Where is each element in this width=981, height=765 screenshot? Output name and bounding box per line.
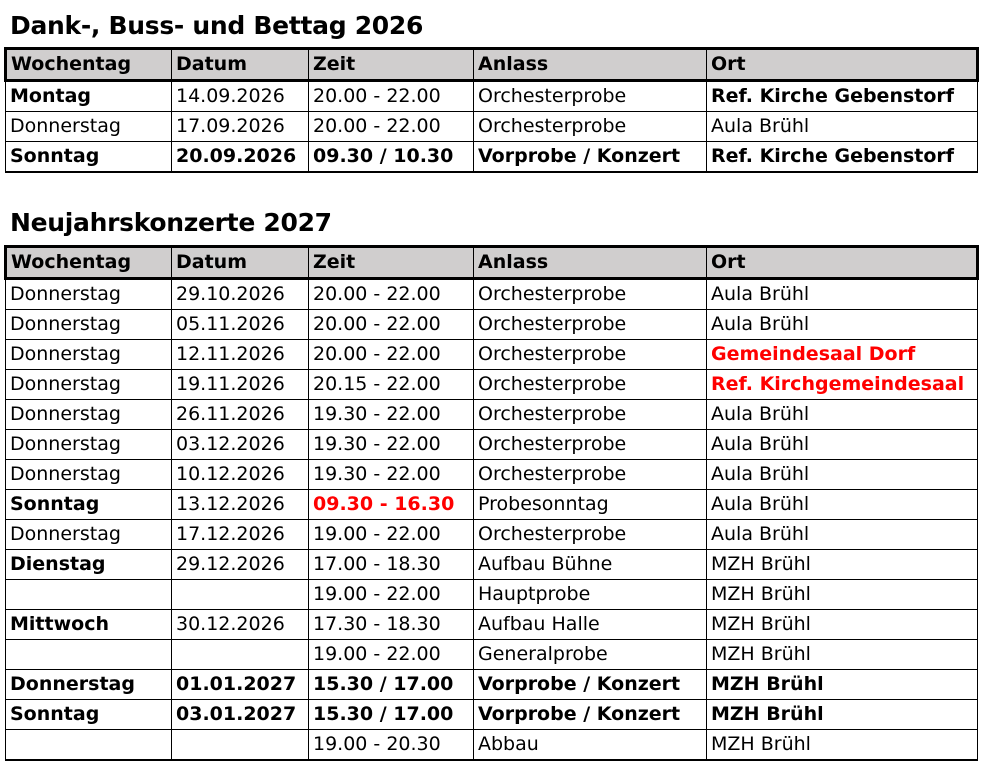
cell-wochentag: Dienstag xyxy=(6,550,172,580)
cell-wochentag: Sonntag xyxy=(6,142,172,173)
cell-datum: 29.12.2026 xyxy=(172,550,309,580)
cell-ort: Aula Brühl xyxy=(707,430,978,460)
cell-datum: 17.09.2026 xyxy=(172,112,309,142)
cell-ort: Aula Brühl xyxy=(707,490,978,520)
cell-datum: 03.01.2027 xyxy=(172,700,309,730)
cell-datum: 19.11.2026 xyxy=(172,370,309,400)
cell-anlass: Orchesterprobe xyxy=(474,400,707,430)
cell-zeit: 19.30 - 22.00 xyxy=(309,430,474,460)
section-title-bettag: Dank-, Buss- und Bettag 2026 xyxy=(10,11,424,40)
cell-zeit: 20.00 - 22.00 xyxy=(309,340,474,370)
table-row xyxy=(6,81,978,112)
cell-datum: 30.12.2026 xyxy=(172,610,309,640)
cell-ort: MZH Brühl xyxy=(707,640,978,670)
cell-ort: MZH Brühl xyxy=(707,700,978,730)
cell-zeit: 20.00 - 22.00 xyxy=(309,112,474,142)
cell-zeit: 19.30 - 22.00 xyxy=(309,460,474,490)
cell-ort: Aula Brühl xyxy=(707,460,978,490)
cell-zeit: 09.30 / 10.30 xyxy=(309,142,474,173)
cell-zeit: 19.00 - 22.00 xyxy=(309,640,474,670)
header-anlass: Anlass xyxy=(474,247,707,279)
header-wochentag: Wochentag xyxy=(6,49,172,81)
cell-ort: Aula Brühl xyxy=(707,279,978,310)
cell-wochentag: Mittwoch xyxy=(6,610,172,640)
cell-datum: 26.11.2026 xyxy=(172,400,309,430)
cell-anlass: Generalprobe xyxy=(474,640,707,670)
cell-zeit: 20.00 - 22.00 xyxy=(309,81,474,112)
cell-anlass: Orchesterprobe xyxy=(474,279,707,310)
cell-datum: 20.09.2026 xyxy=(172,142,309,173)
table-row xyxy=(6,730,978,761)
cell-anlass: Orchesterprobe xyxy=(474,340,707,370)
cell-wochentag xyxy=(6,640,172,670)
cell-anlass: Vorprobe / Konzert xyxy=(474,142,707,173)
cell-zeit: 17.00 - 18.30 xyxy=(309,550,474,580)
cell-wochentag: Donnerstag xyxy=(6,310,172,340)
cell-wochentag: Donnerstag xyxy=(6,112,172,142)
table-row xyxy=(6,370,978,400)
header-row xyxy=(6,247,978,279)
cell-wochentag: Sonntag xyxy=(6,490,172,520)
table-row xyxy=(6,112,978,142)
table-row xyxy=(6,610,978,640)
cell-datum: 05.11.2026 xyxy=(172,310,309,340)
cell-anlass: Vorprobe / Konzert xyxy=(474,700,707,730)
cell-datum: 10.12.2026 xyxy=(172,460,309,490)
cell-zeit: 20.00 - 22.00 xyxy=(309,279,474,310)
cell-wochentag: Donnerstag xyxy=(6,430,172,460)
cell-ort: Aula Brühl xyxy=(707,520,978,550)
cell-zeit: 20.00 - 22.00 xyxy=(309,310,474,340)
table-row xyxy=(6,400,978,430)
cell-zeit: 17.30 - 18.30 xyxy=(309,610,474,640)
cell-datum: 03.12.2026 xyxy=(172,430,309,460)
header-anlass: Anlass xyxy=(474,49,707,81)
cell-datum xyxy=(172,640,309,670)
cell-wochentag: Donnerstag xyxy=(6,670,172,700)
cell-anlass: Probesonntag xyxy=(474,490,707,520)
cell-ort: Gemeindesaal Dorf xyxy=(707,340,978,370)
table-row xyxy=(6,580,978,610)
cell-zeit: 19.00 - 20.30 xyxy=(309,730,474,761)
table-row xyxy=(6,700,978,730)
header-zeit: Zeit xyxy=(309,49,474,81)
cell-wochentag: Donnerstag xyxy=(6,400,172,430)
cell-anlass: Aufbau Bühne xyxy=(474,550,707,580)
cell-zeit: 09.30 - 16.30 xyxy=(309,490,474,520)
cell-datum xyxy=(172,580,309,610)
cell-anlass: Orchesterprobe xyxy=(474,81,707,112)
cell-ort: MZH Brühl xyxy=(707,610,978,640)
cell-anlass: Orchesterprobe xyxy=(474,310,707,340)
header-zeit: Zeit xyxy=(309,247,474,279)
table-row xyxy=(6,550,978,580)
cell-anlass: Orchesterprobe xyxy=(474,370,707,400)
cell-datum: 14.09.2026 xyxy=(172,81,309,112)
schedule-table-bettag xyxy=(4,47,979,173)
cell-anlass: Vorprobe / Konzert xyxy=(474,670,707,700)
table-row xyxy=(6,142,978,173)
cell-zeit: 15.30 / 17.00 xyxy=(309,700,474,730)
cell-datum: 17.12.2026 xyxy=(172,520,309,550)
cell-anlass: Orchesterprobe xyxy=(474,112,707,142)
table-row xyxy=(6,310,978,340)
cell-datum: 13.12.2026 xyxy=(172,490,309,520)
header-datum: Datum xyxy=(172,49,309,81)
cell-ort: MZH Brühl xyxy=(707,670,978,700)
cell-anlass: Aufbau Halle xyxy=(474,610,707,640)
cell-datum: 29.10.2026 xyxy=(172,279,309,310)
header-wochentag: Wochentag xyxy=(6,247,172,279)
cell-anlass: Orchesterprobe xyxy=(474,430,707,460)
cell-zeit: 20.15 - 22.00 xyxy=(309,370,474,400)
section-title-neujahr: Neujahrskonzerte 2027 xyxy=(10,208,332,237)
cell-ort: Ref. Kirche Gebenstorf xyxy=(707,81,978,112)
header-ort: Ort xyxy=(707,49,978,81)
cell-wochentag: Donnerstag xyxy=(6,279,172,310)
cell-wochentag: Donnerstag xyxy=(6,460,172,490)
header-ort: Ort xyxy=(707,247,978,279)
table-row xyxy=(6,430,978,460)
cell-ort: Ref. Kirchgemeindesaal xyxy=(707,370,978,400)
header-datum: Datum xyxy=(172,247,309,279)
table-row xyxy=(6,460,978,490)
cell-anlass: Hauptprobe xyxy=(474,580,707,610)
cell-zeit: 19.00 - 22.00 xyxy=(309,520,474,550)
cell-ort: MZH Brühl xyxy=(707,730,978,761)
table-row xyxy=(6,640,978,670)
cell-ort: Aula Brühl xyxy=(707,112,978,142)
table-row xyxy=(6,520,978,550)
cell-ort: Ref. Kirche Gebenstorf xyxy=(707,142,978,173)
table-row xyxy=(6,490,978,520)
cell-ort: MZH Brühl xyxy=(707,580,978,610)
table-row xyxy=(6,670,978,700)
cell-anlass: Orchesterprobe xyxy=(474,460,707,490)
cell-datum xyxy=(172,730,309,761)
cell-wochentag: Sonntag xyxy=(6,700,172,730)
cell-zeit: 15.30 / 17.00 xyxy=(309,670,474,700)
table-row xyxy=(6,340,978,370)
cell-wochentag xyxy=(6,580,172,610)
cell-zeit: 19.30 - 22.00 xyxy=(309,400,474,430)
table-row xyxy=(6,279,978,310)
cell-zeit: 19.00 - 22.00 xyxy=(309,580,474,610)
header-row xyxy=(6,49,978,81)
cell-wochentag: Donnerstag xyxy=(6,370,172,400)
cell-datum: 12.11.2026 xyxy=(172,340,309,370)
cell-ort: Aula Brühl xyxy=(707,400,978,430)
cell-datum: 01.01.2027 xyxy=(172,670,309,700)
cell-wochentag: Donnerstag xyxy=(6,520,172,550)
cell-wochentag xyxy=(6,730,172,761)
cell-anlass: Abbau xyxy=(474,730,707,761)
cell-ort: Aula Brühl xyxy=(707,310,978,340)
cell-wochentag: Donnerstag xyxy=(6,340,172,370)
schedule-table-neujahr xyxy=(4,245,979,761)
cell-wochentag: Montag xyxy=(6,81,172,112)
cell-anlass: Orchesterprobe xyxy=(474,520,707,550)
cell-ort: MZH Brühl xyxy=(707,550,978,580)
